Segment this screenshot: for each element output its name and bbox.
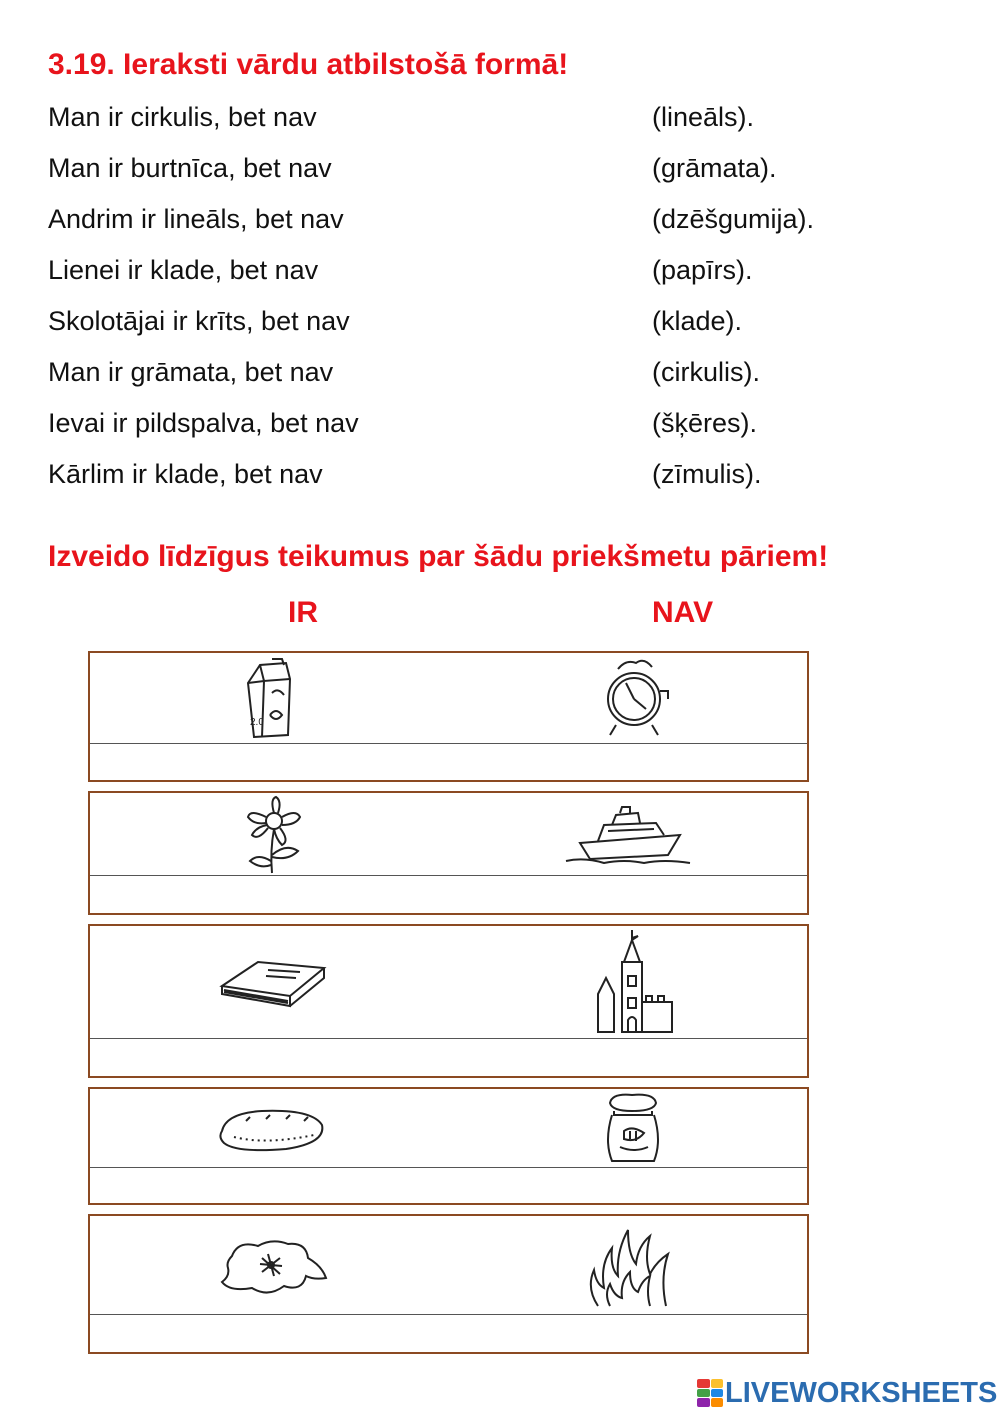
sentence-text: Man ir cirkulis, bet nav	[48, 102, 317, 132]
exercise-title: 3.19. Ieraksti vārdu atbilstošā formā!	[48, 48, 569, 81]
section-title: Izveido līdzīgus teikumus par šādu priekšmetu pāriem!	[48, 540, 829, 573]
answer-input[interactable]	[90, 1034, 807, 1076]
pair-box	[88, 651, 809, 782]
book-icon	[218, 956, 328, 1012]
logo-text: LIVEWORKSHEETS	[725, 1376, 998, 1409]
logo-square	[697, 1389, 710, 1398]
exercise-line	[48, 153, 948, 193]
fire-icon	[584, 1218, 676, 1312]
honey-jar-icon	[600, 1091, 666, 1167]
answer-input[interactable]	[90, 873, 807, 913]
exercise-line	[48, 102, 948, 142]
alarm-clock-icon	[598, 655, 674, 741]
exercise-line	[48, 357, 948, 397]
answer-input[interactable]	[408, 257, 692, 293]
base-word: (grāmata).	[652, 153, 777, 183]
answer-input[interactable]	[408, 104, 692, 140]
exercise-line	[48, 459, 948, 499]
answer-input[interactable]	[408, 308, 692, 344]
sentence-text: Man ir grāmata, bet nav	[48, 357, 334, 387]
answer-input[interactable]	[90, 1310, 807, 1352]
exercise-line	[48, 204, 948, 244]
logo-square	[697, 1379, 710, 1388]
pair-box	[88, 791, 809, 915]
sentence-text: Ievai ir pildspalva, bet nav	[48, 408, 359, 438]
logo-square	[711, 1398, 724, 1407]
column-header-nav: NAV	[652, 596, 714, 629]
base-word: (papīrs).	[652, 255, 753, 285]
pair-box	[88, 924, 809, 1078]
answer-input[interactable]	[408, 206, 692, 242]
sentence-text: Kārlim ir klade, bet nav	[48, 459, 323, 489]
liveworksheets-logo[interactable]	[697, 1376, 997, 1410]
answer-input[interactable]	[408, 410, 692, 446]
column-header-ir: IR	[288, 596, 318, 629]
logo-square	[711, 1379, 724, 1388]
exercise-line	[48, 408, 948, 448]
melted-snow-icon	[218, 1236, 330, 1300]
svg-text:2.0: 2.0	[250, 717, 264, 728]
sentence-text: Andrim ir lineāls, bet nav	[48, 204, 344, 234]
base-word: (lineāls).	[652, 102, 755, 132]
ship-icon	[564, 805, 694, 869]
logo-square	[697, 1398, 710, 1407]
milk-carton-icon	[238, 657, 302, 741]
answer-input[interactable]	[90, 1163, 807, 1203]
base-word: (zīmulis).	[652, 459, 762, 489]
flower-icon	[240, 795, 310, 875]
castle-icon	[594, 928, 676, 1036]
answer-input[interactable]	[408, 155, 692, 191]
bread-icon	[216, 1107, 328, 1153]
sentence-text: Skolotājai ir krīts, bet nav	[48, 306, 350, 336]
exercise-line	[48, 306, 948, 346]
answer-input[interactable]	[408, 359, 692, 395]
answer-input[interactable]	[90, 740, 807, 780]
answer-input[interactable]	[408, 461, 692, 497]
base-word: (klade).	[652, 306, 743, 336]
exercise-line	[48, 255, 948, 295]
base-word: (šķēres).	[652, 408, 758, 438]
base-word: (dzēšgumija).	[652, 204, 815, 234]
sentence-text: Man ir burtnīca, bet nav	[48, 153, 332, 183]
sentence-text: Lienei ir klade, bet nav	[48, 255, 319, 285]
logo-square	[711, 1389, 724, 1398]
base-word: (cirkulis).	[652, 357, 760, 387]
pair-box	[88, 1214, 809, 1354]
logo-mark-icon	[697, 1379, 723, 1407]
pair-box	[88, 1087, 809, 1205]
